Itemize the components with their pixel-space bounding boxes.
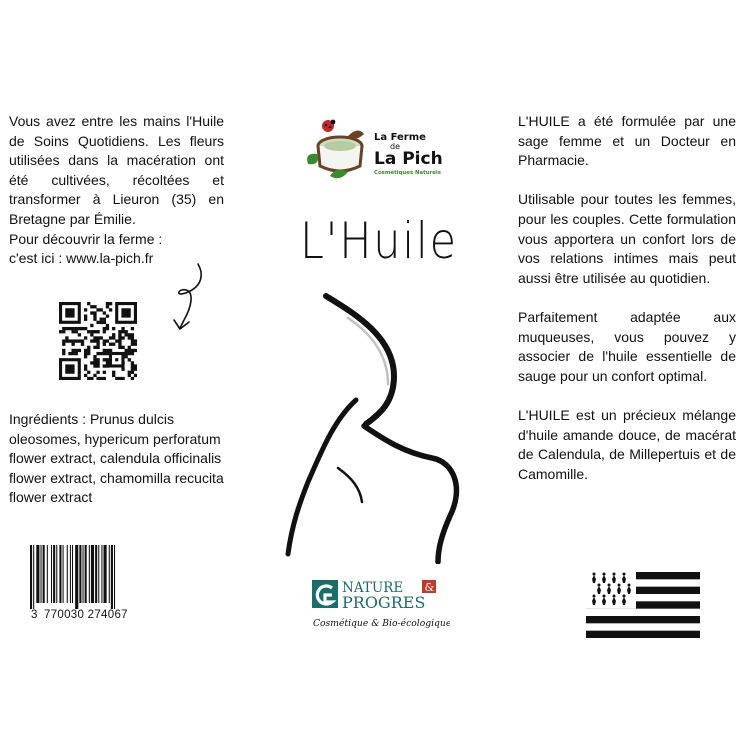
- ingredients-text: Ingrédients : Prunus dulcis oleosomes, hypericum perforatum flower extract, calendula officinalis flower extract, chamomilla recucita flower extract: [9, 411, 224, 506]
- product-title: L'Huile: [300, 212, 458, 270]
- np-ampersand: &: [424, 581, 435, 594]
- logo-line2: de: [390, 142, 400, 151]
- nature-progres-logo: [310, 578, 450, 636]
- breton-flag-icon: [586, 572, 700, 638]
- logo-tagline: Cosmétiques Naturels: [374, 170, 441, 176]
- blend-text: L'HUILE est un précieux mélange d'huile amande douce, de macérat de Calendula, de Millepertuis et de Camomille.: [518, 406, 736, 482]
- barcode-digits: 770030 274067: [44, 609, 128, 621]
- body-silhouette-icon: [282, 292, 467, 564]
- np-tagline: Cosmétique & Bio-écologique: [313, 618, 450, 629]
- right-text-column: [518, 112, 736, 484]
- qr-code-icon[interactable]: [59, 302, 137, 380]
- farm-website-link[interactable]: c'est ici : www.la-pich.fr: [9, 250, 154, 267]
- left-text-column: [9, 112, 224, 269]
- barcode-icon: [28, 545, 148, 635]
- farm-discover-text: Pour découvrir la ferme :: [9, 230, 163, 247]
- logo-line1: La Ferme: [374, 132, 426, 143]
- np-line2: PROGRES: [342, 593, 426, 612]
- curly-arrow-icon: [168, 262, 210, 334]
- usage-text: Utilisable pour toutes les femmes, pour les couples. Cette formulation vous apportera un confort lors de vos relations intimes mais peut aussi être utilisée au quotidien.: [518, 191, 736, 286]
- mucous-text: Parfaitement adaptée aux muqueuses, vous pouvez y associer de l'huile essentielle de sauge pour un confort optimal.: [518, 308, 736, 384]
- la-pich-logo: [302, 114, 452, 186]
- np-line1: NATURE: [342, 580, 404, 596]
- formulation-text: L'HUILE a été formulée par une sage femme et un Docteur en Pharmacie.: [518, 113, 736, 169]
- logo-line3: La Pich: [374, 149, 443, 169]
- barcode-first-digit: 3: [31, 609, 38, 621]
- intro-text: Vous avez entre les mains l'Huile de Soins Quotidiens. Les fleurs utilisées dans la macération ont été cultivées, récoltées et transformer à Lieuron (35) en Bretagne par Émilie.: [9, 113, 224, 227]
